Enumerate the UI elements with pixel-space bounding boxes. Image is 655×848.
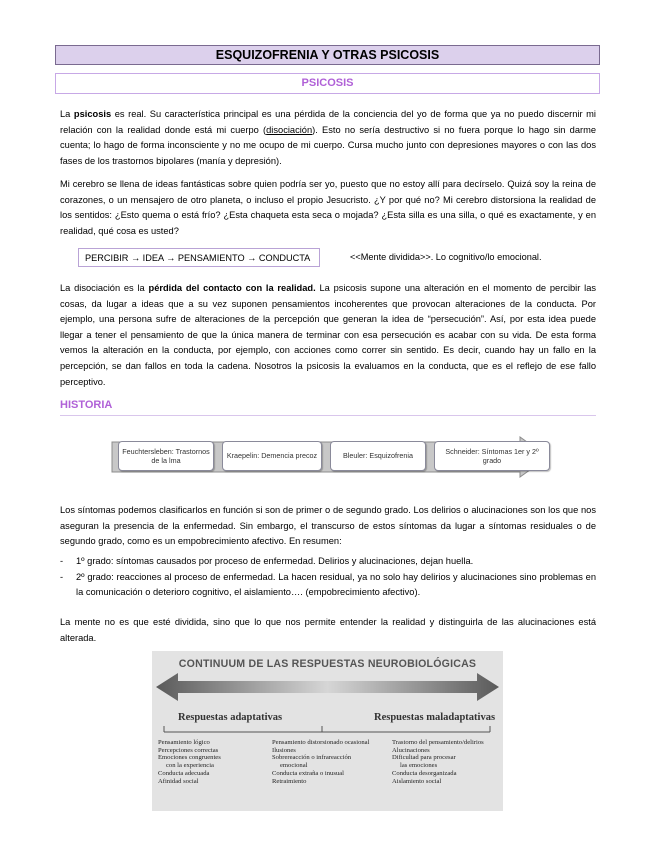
adaptive-heading: Respuestas adaptativas [178,712,283,723]
process-chain-box: PERCIBIR → IDEA → PENSAMIENTO → CONDUCTA [78,248,320,267]
list-item: las emociones [400,762,438,770]
list-item: Conducta desorganizada [392,769,457,777]
intro-paragraph-1: La psicosis es real. Su característica principal es una pérdida de la conciencia del yo de forma que ya no puedo discernir mi relación con la realidad donde está mi cuerpo (disociación). Esto no sería destructivo si no fuera porque lo hago sin darme cuenta; lo hago de forma inconsciente y no me ocupo de mi cuerpo. Cursa mucho junto con depresiones mayores o con las dos fases de los trastornos bipolares (manía y depresión). [60,109,596,166]
maladaptive-list [392,739,484,785]
timeline-item-bleuler: Bleuler: Esquizofrenia [330,441,426,471]
list-item: con la experiencia [166,762,214,770]
list-item: Emociones congruentes [158,754,221,762]
scale-line [152,723,503,737]
list-item: Sobrereacción o infrareacción [272,754,352,762]
term-perdida-contacto: pérdida del contacto con la realidad. [148,283,316,293]
symptoms-paragraph: Los síntomas podemos clasificarlos en función si son de primer o de segundo grado. Los delirios o alucinaciones son los que nos aseguran la presencia de la enfermedad. Sin embargo, el transcurso de estos síntomas da lugar a síntomas residuales o de segundo grado, como es un empobrecimiento afectivo. En resumen: [60,505,596,547]
list-item: Dificultad para procesar [392,754,456,762]
list-item: - 2º grado: reacciones al proceso de enfermedad. La hacen residual, ya no solo hay delirios y alucinaciones sino problemas en la comunicación o deterioro cognitivo, el aislamiento…. (empobrecimiento afectivo). [60,571,596,598]
list-item: Alucinaciones [392,746,430,754]
closing-paragraph: La mente no es que esté dividida, sino que lo que nos permite entender la realidad y distinguirla de las alucinaciones está alterada. [60,617,596,643]
bullet-dash: - [60,571,64,582]
dissociation-paragraph: La disociación es la pérdida del contacto con la realidad. La psicosis supone una alteración en el momento de percibir las cosas, da lugar a ideas que a su vez suponen pensamientos incoherentes que provocan alteraciones de la conducta. Por ejemplo, una persona sufre de alteraciones de la percepción que generan la idea de “persecución”. Así, por esta idea puede llegar a tener el pensamiento de que la única manera de terminar con esa persecución es acabar con su vida. De esta forma vemos la alteración en la conducta, por ejemplo, con acciones como correr sin sentido. Es decir, cuando hay un fallo en la percepción, se dan fallos en toda la cadena. Nosotros la psicosis la evaluamos en la conducta, que es el reflejo de ese fallo perceptivo. [60,283,597,387]
intro-paragraph-2: Mi cerebro se llena de ideas fantásticas sobre quien podría ser yo, puesto que no estoy allí para decírselo. Quizá soy la reina de corazones, o un mensajero de otro planeta, o incluso el propio Jesucristo. ¿Y por qué no? Mi cerebro distorsiona la realidad de los sentidos: ¿Esto quema o está frío? ¿Esta chaqueta esta seca o mojada? ¿Esta silla es una silla, o qué es exactamente, y en realidad, qué cosa es usted? [60,179,596,236]
list-item: Aislamiento social [392,777,442,785]
list-item: Ilusiones [272,746,296,754]
list-item: Percepciones correctas [158,746,219,754]
section-title-historia: HISTORIA [60,399,113,411]
page-title: ESQUIZOFRENIA Y OTRAS PSICOSIS [55,45,600,65]
maladaptive-heading: Respuestas maladaptativas [374,712,496,723]
timeline-item-kraepelin: Kraepelin: Demencia precoz [222,441,322,471]
list-item: Afinidad social [158,777,199,785]
list-item: Conducta extraña o inusual [272,769,344,777]
section-title-psicosis: PSICOSIS [55,73,600,94]
adaptive-list [158,739,221,785]
bullet-dash: - [60,556,64,566]
continuum-figure [152,651,503,811]
term-disociacion: disociación [266,124,313,135]
figure-title: CONTINUUM DE LAS RESPUESTAS NEUROBIOLÓGICAS [178,658,477,670]
symptoms-list [60,554,596,601]
list-item: Pensamiento lógico [158,739,210,746]
term-psicosis: psicosis [73,109,112,119]
double-arrow-icon [152,671,503,703]
timeline-item-schneider: Schneider: Síntomas 1er y 2º grado [434,441,550,471]
list-item: Retraimiento [272,777,307,785]
intermediate-list [272,739,369,785]
list-item: emocional [280,762,308,770]
historia-divider [60,415,596,416]
process-chain-note: <<Mente dividida>>. Lo cognitivo/lo emocional. [350,252,542,262]
list-item: Conducta adecuada [158,769,210,777]
list-item: Trastorno del pensamiento/delirios [392,739,484,746]
timeline-item-feuchtersleben: Feuchtersleben: Trastornos de la lma [118,441,214,471]
list-item: Pensamiento distorsionado ocasional [272,739,370,746]
list-item: - 1º grado: síntomas causados por proceso de enfermedad. Delirios y alucinaciones, dejan huella. [60,554,596,570]
